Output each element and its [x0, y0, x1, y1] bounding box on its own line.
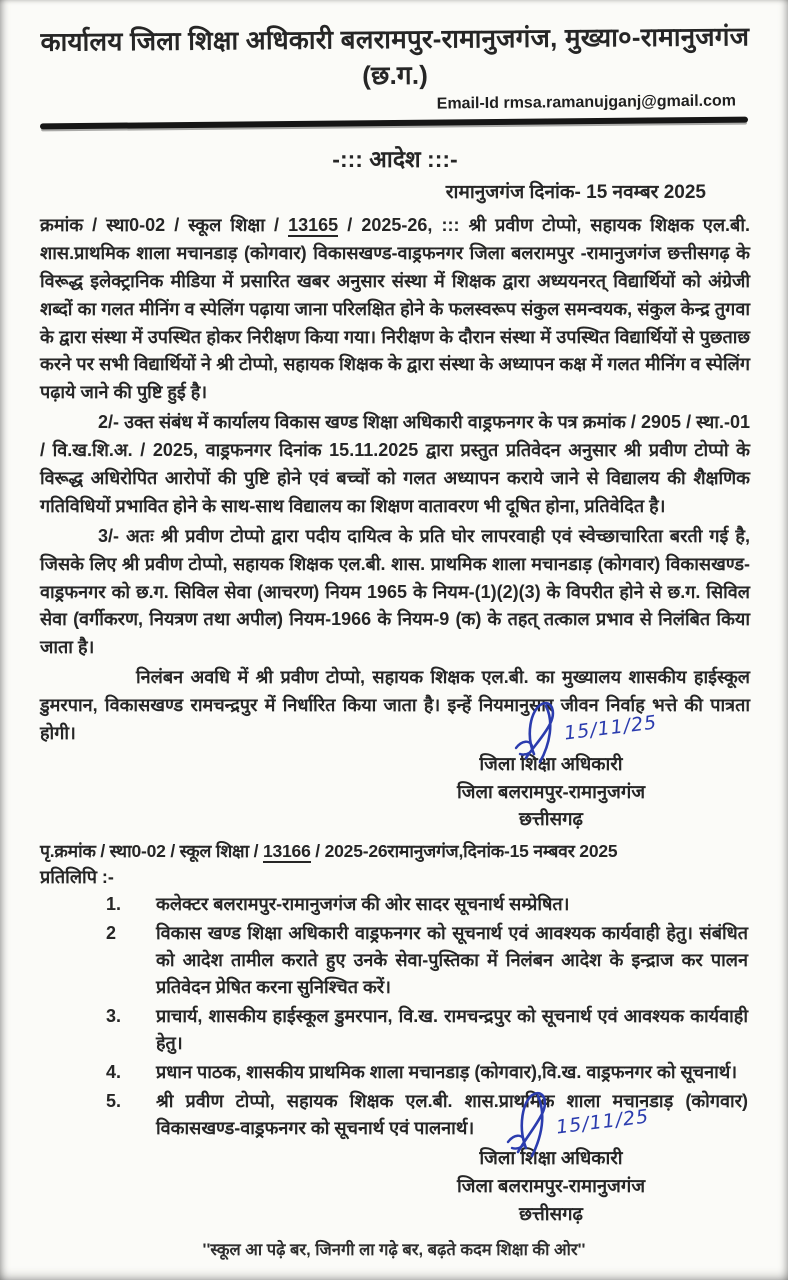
signature-date: 15/11/25: [562, 711, 659, 745]
signature-date: 15/11/25: [554, 1105, 651, 1139]
signatory-designation: जिला शिक्षा अधिकारी: [479, 752, 623, 774]
list-item-text: प्राचार्य, शासकीय हाईस्कूल डुमरपान, वि.ख. रामचन्द्रपुर को सूचनार्थ एवं आवश्यक कार्यवाही हेतु।: [156, 1006, 748, 1054]
list-item-text: श्री प्रवीण टोप्पो, सहायक शिक्षक एल.बी. शास.प्राथमिक शाला मचानडाड़ (कोगवार) विकासखण्ड-वाड्रफनगर को सूचनार्थ एवं पालनार्थ।: [156, 1091, 748, 1139]
order-title: -::: आदेश :::-: [332, 146, 458, 172]
header-divider: [40, 117, 748, 130]
ref-suffix: / 2025-26,: [338, 215, 433, 235]
endorse-number: 13166: [262, 841, 311, 862]
paragraph-1: [40, 212, 750, 407]
endorse-suffix: / 2025-26रामानुजगंज,दिनांक-15 नम्बवर 2025: [310, 841, 618, 862]
signatory-district: जिला बलरामपुर-रामानुजगंज: [456, 780, 646, 802]
list-item-number: 2: [106, 923, 117, 944]
copy-to-label: प्रतिलिपि :-: [40, 867, 114, 888]
place-date-line: रामानुजगंज दिनांक- 15 नवम्बर 2025: [445, 182, 706, 203]
list-item-text: कलेक्टर बलरामपुर-रामानुजगंज की ओर सादर सूचनार्थ सम्प्रेषित।: [156, 894, 570, 915]
list-item: [40, 1003, 750, 1057]
list-item-text: प्रधान पाठक, शासकीय प्राथमिक शाला मचानडाड़ (कोगवार),वि.ख. वाड्रफनगर को सूचनार्थ।: [156, 1062, 738, 1083]
ref-prefix: क्रमांक / स्था0-02 / स्कूल शिक्षा /: [40, 215, 289, 235]
paragraph-3: 3/- अतः श्री प्रवीण टोप्पो द्वारा पदीय दायित्व के प्रति घोर लापरवाही एवं स्वेच्छाचारिता बरती गई है, जिसके लिए श्री प्रवीण टोप्पो, सहायक शिक्षक एल.बी. शास. प्राथमिक शाला मचानडाड़ (कोगवार) विकासखण्ड-वाड्रफनगर को छ.ग. सिविल सेवा (आचरण) नियम 1965 के नियम-(1)(2)(3) के विपरीत होने से छ.ग. सिविल सेवा (वर्गीकरण, नियत्रण तथा अपील) नियम-1966 के नियम-9 (क) के तहत् तत्काल प्रभाव से निलंबित किया जाता है।: [40, 525, 750, 658]
list-item: [40, 891, 750, 918]
ref-number: 13165: [288, 215, 339, 235]
list-item: [40, 920, 750, 1001]
signatory-state: छत्तीसगढ़: [519, 1202, 583, 1224]
paragraph-1-text: ::: श्री प्रवीण टोप्पो, सहायक शिक्षक एल.बी. शास.प्राथमिक शाला मचानडाड़ (कोगवार) विकासखण्ड-वाड्रफनगर जिला बलरामपुर -रामानुजगंज छत्तीसगढ़ के विरूद्ध इलेक्ट्रानिक मीडिया में प्रसारित खबर अनुसार संस्था में शिक्षक द्वारा अध्ययनरत् विद्यार्थियों को अंग्रेजी शब्दों का गलत मीनिंग व स्पेलिंग पढ़ाया जाना परिलक्षित होने के फलस्वरूप संकुल समन्वयक, संकुल केन्द्र तुगवा के द्वारा संस्था में उपस्थित होकर निरीक्षण किया गया। निरीक्षण के दौरान संस्था में उपस्थित विद्यार्थियों से पुछताछ करने पर सभी विद्यार्थियों ने श्री टोप्पो, सहायक शिक्षक के द्वारा संस्था के अध्यापन कक्ष में गलत मीनिंग व स्पेलिंग पढ़ाये जाने की पुष्टि हुई है।: [40, 215, 750, 403]
signature-block-2: [386, 1105, 716, 1227]
office-email: Email-Id rmsa.ramanujganj@gmail.com: [436, 92, 737, 113]
endorse-prefix: पृ.क्रमांक / स्था0-02 / स्कूल शिक्षा /: [40, 841, 263, 862]
list-item: [40, 1059, 750, 1086]
office-title: कार्यालय जिला शिक्षा अधिकारी बलरामपुर-रामानुजगंज, मुख्या०-रामानुजगंज (छ.ग.): [40, 21, 750, 91]
signatory-designation: जिला शिक्षा अधिकारी: [479, 1147, 623, 1169]
signatory-state: छत्तीसगढ़: [519, 808, 583, 830]
copy-to-list: [40, 891, 750, 1142]
list-item-number: 1.: [106, 894, 122, 915]
paragraph-2: 2/- उक्त संबंध में कार्यालय विकास खण्ड शिक्षा अधिकारी वाड्रफनगर के पत्र क्रमांक / 2905 / स्था.-01 / वि.ख.शि.अ. / 2025, वाड्रफनगर दिनांक 15.11.2025 द्वारा प्रस्तुत प्रतिवेदन अनुसार श्री प्रवीण टोप्पो के विरूद्ध अधिरोपित आरोपों की पुष्टि होने एवं बच्चों को गलत अध्यापन कराये जाने से विद्यालय की शैक्षणिक गतिविधियों प्रभावित होने के साथ-साथ विद्यालय का शिक्षण वातावरण भी दूषित होना, प्रतिवेदित है।: [40, 412, 750, 516]
signatory-district: जिला बलरामपुर-रामानुजगंज: [456, 1174, 646, 1196]
endorsement-ref-line: [40, 839, 750, 863]
order-body: [40, 212, 750, 748]
list-item-number: 4.: [106, 1062, 122, 1083]
list-item: [40, 1088, 750, 1142]
list-item-text: विकास खण्ड शिक्षा अधिकारी वाड्रफनगर को सूचनार्थ एवं आवश्यक कार्यवाही हेतु। संबंधित को आदेश तामील कराते हुए उनके सेवा-पुस्तिका में निलंबन आदेश के इन्द्राज कर पालन प्रतिवेदन प्रेषित करना सुनिश्चित करें।: [156, 923, 748, 998]
footer-slogan: ''स्कूल आ पढ़े बर, जिनगी ला गढ़े बर, बढ़ते कदम शिक्षा की ओर'': [202, 1241, 586, 1259]
signature-block-1: [386, 711, 716, 833]
paragraph-4: निलंबन अवधि में श्री प्रवीण टोप्पो, सहायक शिक्षक एल.बी. का मुख्यालय शासकीय हाईस्कूल डुमरपान, विकासखण्ड रामचन्द्रपुर में निर्धारित किया जाता है। इन्हें नियमानुसार जीवन निर्वाह भत्ते की पात्रता होगी।: [40, 667, 750, 744]
list-item-number: 5.: [106, 1091, 122, 1112]
list-item-number: 3.: [106, 1006, 122, 1027]
